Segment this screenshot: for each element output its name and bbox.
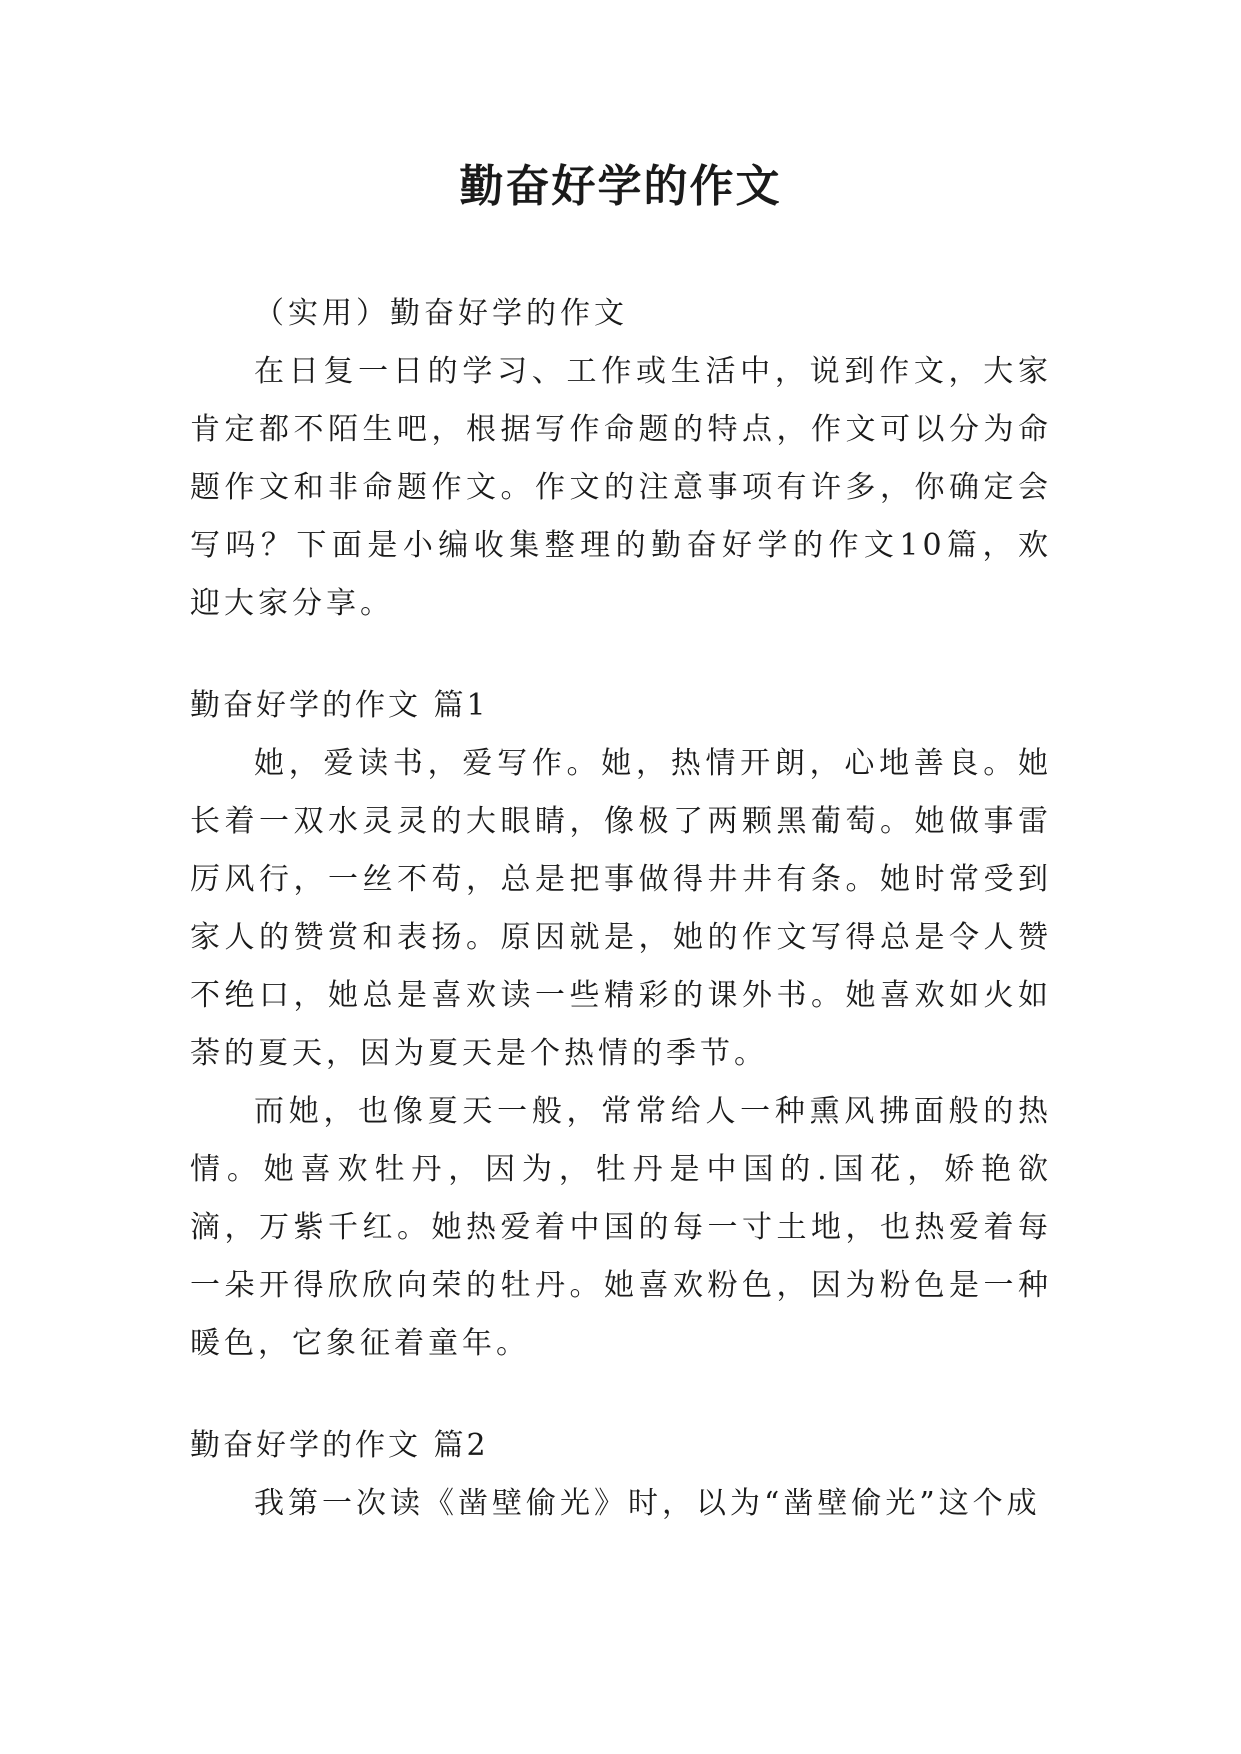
section-heading: 勤奋好学的作文 篇2: [190, 1428, 489, 1463]
section-1: [190, 677, 1052, 1373]
section-2: [190, 1417, 1052, 1533]
section-paragraph: 她，爱读书，爱写作。她，热情开朗，心地善良。她长着一双水灵灵的大眼睛，像极了两颗黑葡萄。她做事雷厉风行，一丝不苟，总是把事做得井井有条。她时常受到家人的赞赏和表扬。原因就是，她的作文写得总是令人赞不绝口，她总是喜欢读一些精彩的课外书。她喜欢如火如荼的夏天，因为夏天是个热情的季节。: [190, 746, 1052, 1071]
section-paragraph: 而她，也像夏天一般，常常给人一种熏风拂面般的热情。她喜欢牡丹，因为，牡丹是中国的.国花，娇艳欲滴，万紫千红。她热爱着中国的每一寸土地，也热爱着每一朵开得欣欣向荣的牡丹。她喜欢粉色，因为粉色是一种暖色，它象征着童年。: [190, 1094, 1052, 1361]
section-heading: 勤奋好学的作文 篇1: [190, 688, 489, 723]
document-title: 勤奋好学的作文: [459, 161, 782, 212]
document-subtitle: （实用）勤奋好学的作文: [254, 296, 628, 331]
section-paragraph: 我第一次读《凿壁偷光》时，以为“凿壁偷光”这个成: [254, 1486, 1041, 1521]
document-body: [190, 285, 1052, 1533]
intro-paragraph: 在日复一日的学习、工作或生活中，说到作文，大家肯定都不陌生吧，根据写作命题的特点，作文可以分为命题作文和非命题作文。作文的注意事项有许多，你确定会写吗？下面是小编收集整理的勤奋好学的作文10篇，欢迎大家分享。: [190, 354, 1052, 621]
